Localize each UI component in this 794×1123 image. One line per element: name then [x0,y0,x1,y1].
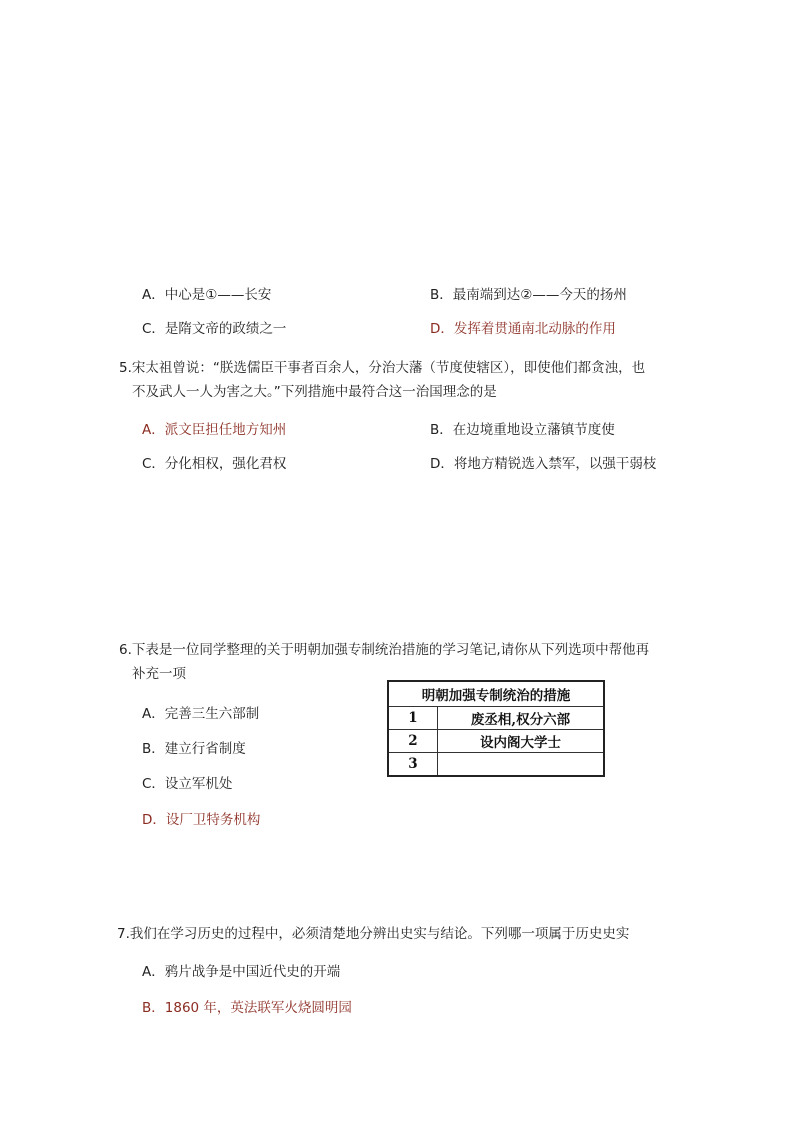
q7-option-b: B．1860 年，英法联军火烧圆明园 [142,1000,352,1016]
q6-stem-line1: 6.下表是一位同学整理的关于明朝加强专制统治措施的学习笔记,请你从下列选项中帮他再 [119,642,650,658]
table-row-text [438,753,605,777]
table-row [388,730,604,753]
table-row [388,753,604,777]
q5-stem-line2: 不及武人一人为害之大。”下列措施中最符合这一治国理念的是 [132,384,497,400]
q6-option-b: B．建立行省制度 [142,741,246,757]
q6-option-c: C．设立军机处 [142,776,233,792]
q4-option-a: A．中心是①——长安 [142,287,272,303]
table-row-number: 3 [388,753,438,777]
q5-option-d: D．将地方精锐选入禁军，以强干弱枝 [430,456,657,472]
q7-option-a: A．鸦片战争是中国近代史的开端 [142,964,341,980]
q7-stem: 7.我们在学习历史的过程中，必须清楚地分辨出史实与结论。下列哪一项属于历史史实 [117,926,630,942]
study-notes-table [387,680,605,777]
table-row [388,707,604,730]
q6-stem [119,638,649,686]
q4-option-d: D．发挥着贯通南北动脉的作用 [430,321,616,337]
table-row-text: 废丞相,权分六部 [438,707,605,730]
table-row-text: 设内阁大学士 [438,730,605,753]
q4-option-b: B．最南端到达②——今天的扬州 [430,287,627,303]
table-row-number: 2 [388,730,438,753]
q5-stem [119,356,645,404]
q4-option-c: C．是隋文帝的政绩之一 [142,321,287,337]
q6-stem-line2: 补充一项 [132,666,186,682]
q5-stem-line1: 5.宋太祖曾说：“朕选儒臣干事者百余人，分治大藩（节度使辖区），即使他们都贪浊，也 [119,360,646,376]
table-row-number: 1 [388,707,438,730]
q6-option-a: A．完善三生六部制 [142,706,260,722]
study-notes-table-header: 明朝加强专制统治的措施 [388,681,604,707]
q6-option-d: D．设厂卫特务机构 [142,812,261,828]
q5-option-a: A．派文臣担任地方知州 [142,422,287,438]
q5-option-c: C．分化相权，强化君权 [142,456,287,472]
q5-option-b: B．在边境重地设立藩镇节度使 [430,422,615,438]
